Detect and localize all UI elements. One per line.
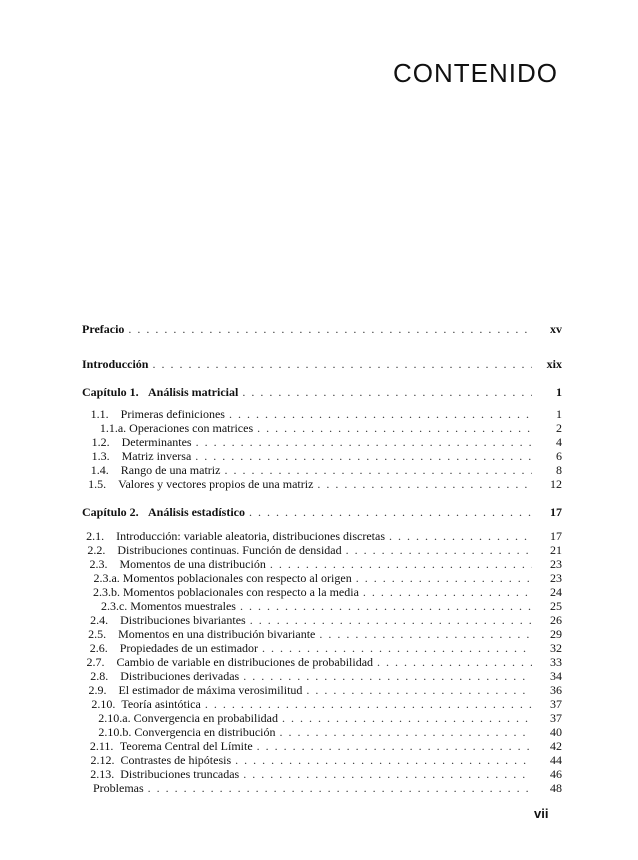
toc-leader-dots [243,767,532,781]
toc-leader-dots [229,407,532,421]
toc-entry-page: 48 [550,781,562,795]
toc-entry-number: 2.6. [89,641,108,655]
toc-entry-page: xv [550,322,562,336]
toc-entry [82,529,562,543]
toc-leader-dots [196,435,532,449]
toc-entry-number: 2.11. [89,739,114,753]
toc-entry [82,627,562,641]
toc-entry-title: 2.3.a. Momentos poblacionales con respecto al origen [93,571,352,585]
toc-entry-number: 2.2. [87,543,106,557]
toc-entry-title: Análisis matricial [148,385,239,399]
toc-entry-number: 1.5. [88,477,107,491]
toc-entry-page: 24 [550,585,562,599]
toc-entry-page: 44 [550,753,562,767]
toc-entry-title: Rango de una matriz [120,463,221,477]
toc-entry-title: Momentos en una distribución bivariante [118,627,316,641]
page-number: vii [534,806,549,821]
toc-entry-number: 2.5. [88,627,107,641]
toc-leader-dots [152,357,532,371]
toc-leader-dots [148,781,532,795]
toc-entry [82,711,562,725]
toc-entry-number: 2.9. [88,683,107,697]
toc-entry-number: 2.13. [90,767,115,781]
toc-leader-dots [317,477,532,491]
toc-leader-dots [377,655,532,669]
toc-entry [82,557,562,571]
toc-entry-title: Introducción: variable aleatoria, distribuciones discretas [116,529,385,543]
toc-entry-title: Distribuciones bivariantes [120,613,246,627]
toc-entry [82,322,562,336]
toc-entry [82,407,562,421]
toc-entry [82,613,562,627]
toc-leader-dots [250,613,532,627]
toc-entry [82,449,562,463]
toc-entry-number: 2.3. [89,557,108,571]
toc-entry-title: Distribuciones derivadas [120,669,240,683]
toc-entry [82,641,562,655]
toc-entry [82,739,562,753]
toc-entry-title: Teoría asintótica [121,697,201,711]
toc-entry-title: Problemas [92,781,144,795]
toc-entry-number: 1.2. [91,435,110,449]
toc-entry-title: Primeras definiciones [120,407,225,421]
toc-entry [82,599,562,613]
toc-entry-title: Distribuciones continuas. Función de densidad [117,543,342,557]
toc-entry-page: 37 [550,697,562,711]
toc-entry-title: 2.3.b. Momentos poblacionales con respecto a la media [92,585,359,599]
toc-leader-dots [319,627,532,641]
toc-entry [82,697,562,711]
toc-entry-number: 1.3. [91,449,110,463]
toc-entry-page: 17 [550,529,562,543]
toc-leader-dots [262,641,532,655]
toc-entry-title: Matriz inversa [121,449,192,463]
toc-leader-dots [257,421,532,435]
toc-entry-title: Teorema Central del Límite [119,739,253,753]
toc-leader-dots [257,739,532,753]
toc-entry-title: Determinantes [121,435,192,449]
toc-entry-page: 33 [550,655,562,669]
toc-entry [82,655,562,669]
toc-entry-title: Propiedades de un estimador [119,641,259,655]
toc-entry [82,767,562,781]
toc-entry [82,357,562,371]
toc-entry-title: Valores y vectores propios de una matriz [118,477,314,491]
toc-entry-title: 2.10.a. Convergencia en probabilidad [98,711,278,725]
toc-entry-page: 40 [550,725,562,739]
toc-entry-page: 12 [550,477,562,491]
toc-leader-dots [356,571,532,585]
toc-entry [82,543,562,557]
toc-entry [82,725,562,739]
toc-entry-number: Capítulo 1. [82,385,139,399]
toc-entry-title: Contrastes de hipótesis [120,753,232,767]
toc-entry-page: 26 [550,613,562,627]
toc-entry-page: 4 [556,435,562,449]
toc-entry-page: 46 [550,767,562,781]
toc-entry-title: Cambio de variable en distribuciones de probabilidad [116,655,374,669]
toc-entry [82,505,562,519]
toc-entry-number: 2.8. [90,669,109,683]
toc-entry [82,435,562,449]
toc-entry [82,585,562,599]
toc-entry-page: 8 [556,463,562,477]
toc-entry-page: 32 [550,641,562,655]
toc-leader-dots [249,505,532,519]
toc-leader-dots [279,725,532,739]
toc-leader-dots [270,557,532,571]
toc-entry-title: Momentos de una distribución [119,557,266,571]
page-title: CONTENIDO [393,58,558,88]
toc-entry-page: 17 [550,505,562,519]
toc-entry-title: 2.3.c. Momentos muestrales [100,599,236,613]
toc-leader-dots [243,669,532,683]
toc-entry-page: xix [546,357,562,371]
toc-leader-dots [205,697,532,711]
toc-entry-number: 2.12. [90,753,115,767]
toc-entry-page: 1 [556,407,562,421]
toc-leader-dots [306,683,532,697]
toc-entry-page: 6 [556,449,562,463]
toc-entry [82,669,562,683]
toc-leader-dots [282,711,532,725]
toc-entry-title: Introducción [82,357,149,371]
toc-leader-dots [346,543,532,557]
toc-leader-dots [389,529,532,543]
toc-entry-title: 2.10.b. Convergencia en distribución [98,725,276,739]
toc-entry [82,477,562,491]
toc-entry [82,421,562,435]
toc-leader-dots [235,753,532,767]
toc-entry-page: 1 [556,385,562,399]
toc-entry-page: 29 [550,627,562,641]
toc-entry [82,385,562,399]
toc-entry-number: 1.1. [90,407,109,421]
toc-entry-title: Análisis estadístico [148,505,246,519]
toc-entry [82,463,562,477]
toc-leader-dots [128,322,532,336]
toc-entry-title: El estimador de máxima verosimilitud [118,683,303,697]
toc-entry-page: 23 [550,557,562,571]
toc-leader-dots [242,385,532,399]
toc-entry-number: 2.1. [86,529,105,543]
toc-entry-number: 2.7. [86,655,105,669]
toc-entry-page: 37 [550,711,562,725]
toc-entry-page: 36 [550,683,562,697]
toc-entry-title: 1.1.a. Operaciones con matrices [99,421,254,435]
toc-entry [82,571,562,585]
toc-entry-number: 2.10. [91,697,116,711]
toc-entry-title: Prefacio [82,322,125,336]
toc-entry-page: 23 [550,571,562,585]
toc-entry-page: 2 [556,421,562,435]
toc-entry-page: 25 [550,599,562,613]
toc-leader-dots [195,449,532,463]
toc-entry [82,781,562,795]
toc-entry [82,683,562,697]
toc-entry-page: 42 [550,739,562,753]
toc-entry-page: 21 [550,543,562,557]
toc-entry [82,753,562,767]
toc-entry-title: Distribuciones truncadas [120,767,240,781]
toc-entry-number: 1.4. [90,463,109,477]
toc-entry-page: 34 [550,669,562,683]
toc-leader-dots [363,585,532,599]
toc-entry-number: Capítulo 2. [82,505,139,519]
toc-leader-dots [240,599,532,613]
toc-leader-dots [224,463,532,477]
toc-entry-number: 2.4. [90,613,109,627]
